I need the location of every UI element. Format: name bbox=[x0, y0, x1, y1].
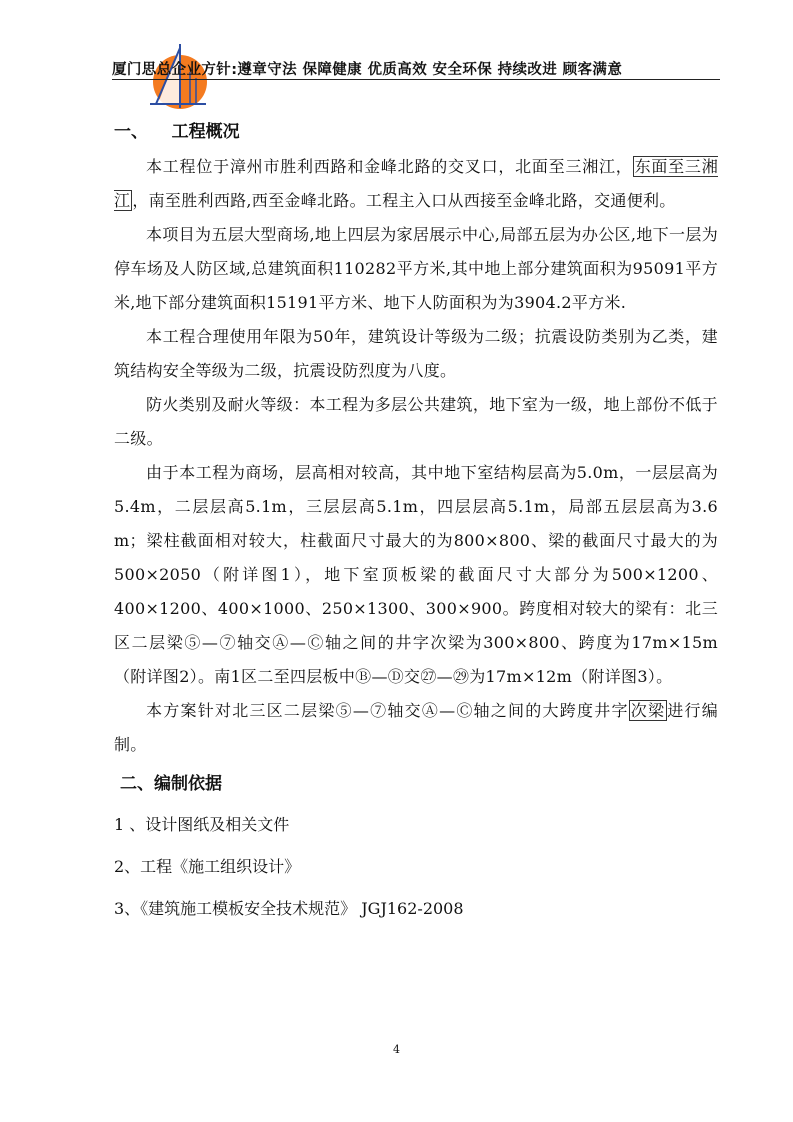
page-header bbox=[112, 40, 720, 82]
paragraph-scope-text-1: 本方案针对北三区二层梁⑤—⑦轴交Ⓐ—Ⓒ轴之间的大跨度井字 bbox=[146, 701, 629, 720]
paragraph-design-levels: 本工程合理使用年限为50年，建筑设计等级为二级；抗震设防类别为乙类，建筑结构安全等级为二级，抗震设防烈度为八度。 bbox=[114, 327, 718, 380]
paragraph-fire-rating: 防火类别及耐火等级：本工程为多层公共建筑，地下室为一级，地上部份不低于二级。 bbox=[114, 395, 718, 448]
section-heading-basis: 二、编制依据 bbox=[120, 774, 222, 794]
section-heading-project-overview: 一、 工程概况 bbox=[114, 122, 240, 142]
company-motto: 厦门思总企业方针:遵章守法 保障健康 优质高效 安全环保 持续改进 顾客满意 bbox=[112, 62, 623, 78]
boxed-text-east: 东面至三湘江 bbox=[114, 157, 718, 210]
paragraph-storey-heights: 由于本工程为商场，层高相对较高，其中地下室结构层高为5.0m，一层层高为5.4m，二层层高5.1m，三层层高5.1m，四层层高5.1m，局部五层层高为3.6 m；梁柱截面相对较大，柱截面尺寸最大的为800×800、梁的截面尺寸最大的为500×2050（附详图1），地下室顶板梁的截面尺寸大部分为500×1200、400×1200、400×1000、250×1300、300×900。跨度相对较大的梁有：北三区二层梁⑤—⑦轴交Ⓐ—Ⓒ轴之间的井字次梁为300×800、跨度为17m×15m （附详图2）。南1区二至四层板中Ⓑ—Ⓓ交㉗—㉙为17m×12m（附详图3）。 bbox=[114, 463, 718, 686]
document-body bbox=[114, 114, 718, 930]
paragraph-location-text-1: 本工程位于漳州市胜利西路和金峰北路的交叉口，北面至三湘江， bbox=[146, 157, 633, 176]
list-item: 3、《建筑施工模板安全技术规范》 JGJ162-2008 bbox=[114, 899, 464, 918]
paragraph-project-scale: 本项目为五层大型商场,地上四层为家居展示中心,局部五层为办公区,地下一层为停车场及人防区域,总建筑面积110282平方米,其中地上部分建筑面积为95091平方米,地下部分建筑面积15191平方米、地下人防面积为为3904.2平方米. bbox=[114, 225, 718, 312]
boxed-text-secondary-beam: 次梁 bbox=[630, 701, 666, 720]
paragraph-scope bbox=[114, 694, 718, 762]
header-divider bbox=[112, 79, 720, 80]
page-number: 4 bbox=[393, 1043, 400, 1056]
list-item: 2、工程《施工组织设计》 bbox=[114, 857, 301, 876]
paragraph-location-text-2: ，南至胜利西路,西至金峰北路。工程主入口从西接至金峰北路，交通便利。 bbox=[132, 191, 676, 210]
paragraph-location bbox=[114, 150, 718, 218]
list-item: 1 、设计图纸及相关文件 bbox=[114, 815, 290, 834]
paragraph-scope-text-2: 进行编制。 bbox=[114, 701, 718, 754]
